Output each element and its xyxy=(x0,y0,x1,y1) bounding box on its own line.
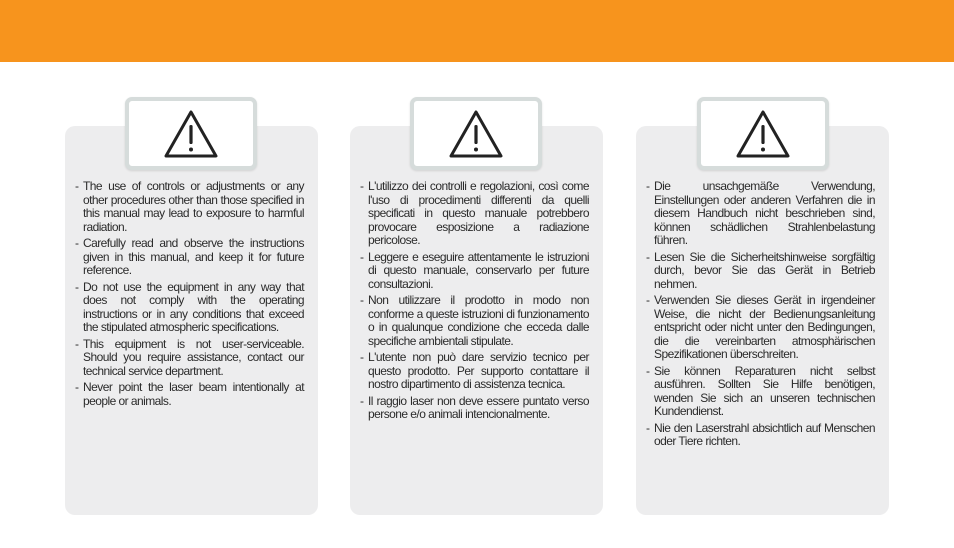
warning-list-english xyxy=(75,180,304,411)
warning-item: - Lesen Sie die Sicherheitshinweise sorgfältig durch, bevor Sie das Gerät in Betrieb nehmen. xyxy=(646,251,875,292)
top-banner xyxy=(0,0,954,62)
warning-item: - Verwenden Sie dieses Gerät in irgendeiner Weise, die nicht der Bedienungsanleitung entspricht oder nicht unter den Bedingungen, die die vereinbarten atmosphärischen Spezifikationen überschreiten. xyxy=(646,294,875,362)
warning-item: - Do not use the equipment in any way that does not comply with the operating instructions or in any conditions that exceed the stipulated atmospheric specifications. xyxy=(75,281,304,335)
warning-triangle-icon xyxy=(163,109,219,159)
warning-item: - L'utilizzo dei controlli e regolazioni, così come l'uso di procedimenti differenti da quelli specificati in questo manuale potrebbero provocare esposizione a radiazione pericolose. xyxy=(360,180,589,248)
warning-icon-frame xyxy=(125,97,257,170)
warning-card-italian xyxy=(350,126,603,515)
warning-triangle-icon xyxy=(448,109,504,159)
warning-list-german xyxy=(646,180,875,452)
warning-triangle-icon xyxy=(735,109,791,159)
warning-item: - Nie den Laserstrahl absichtlich auf Menschen oder Tiere richten. xyxy=(646,422,875,449)
warning-item: - The use of controls or adjustments or any other procedures other than those specified in this manual may lead to exposure to harmful radiation. xyxy=(75,180,304,234)
warning-item: - Leggere e eseguire attentamente le istruzioni di questo manuale, conservarlo per future consultazioni. xyxy=(360,251,589,292)
warning-item: - Die unsachgemäße Verwendung, Einstellungen oder anderen Verfahren die in diesem Handbuch nicht beschrieben sind, können schädlichen Strahlenbelastung führen. xyxy=(646,180,875,248)
warning-list-italian xyxy=(360,180,589,425)
warning-item: - Never point the laser beam intentionally at people or animals. xyxy=(75,381,304,408)
warning-item: - This equipment is not user-serviceable. Should you require assistance, contact our technical service department. xyxy=(75,338,304,379)
warning-card-english xyxy=(65,126,318,515)
warning-icon-frame xyxy=(410,97,542,170)
warning-item: - Carefully read and observe the instructions given in this manual, and keep it for future reference. xyxy=(75,237,304,278)
warning-item: - Sie können Reparaturen nicht selbst ausführen. Sollten Sie Hilfe benötigen, wenden Sie sich an unseren technischen Kundendienst. xyxy=(646,365,875,419)
warning-item: - Il raggio laser non deve essere puntato verso persone e/o animali intencionalmente. xyxy=(360,395,589,422)
warning-item: - L'utente non può dare servizio tecnico per questo prodotto. Per supporto contattare il nostro dipartimento di assistenza tecnica. xyxy=(360,351,589,392)
warning-item: - Non utilizzare il prodotto in modo non conforme a queste istruzioni di funzionamento o in qualunque condizione che ecceda dalle specifiche ambientali stipulate. xyxy=(360,294,589,348)
warning-card-german xyxy=(636,126,889,515)
warning-icon-frame xyxy=(697,97,829,170)
